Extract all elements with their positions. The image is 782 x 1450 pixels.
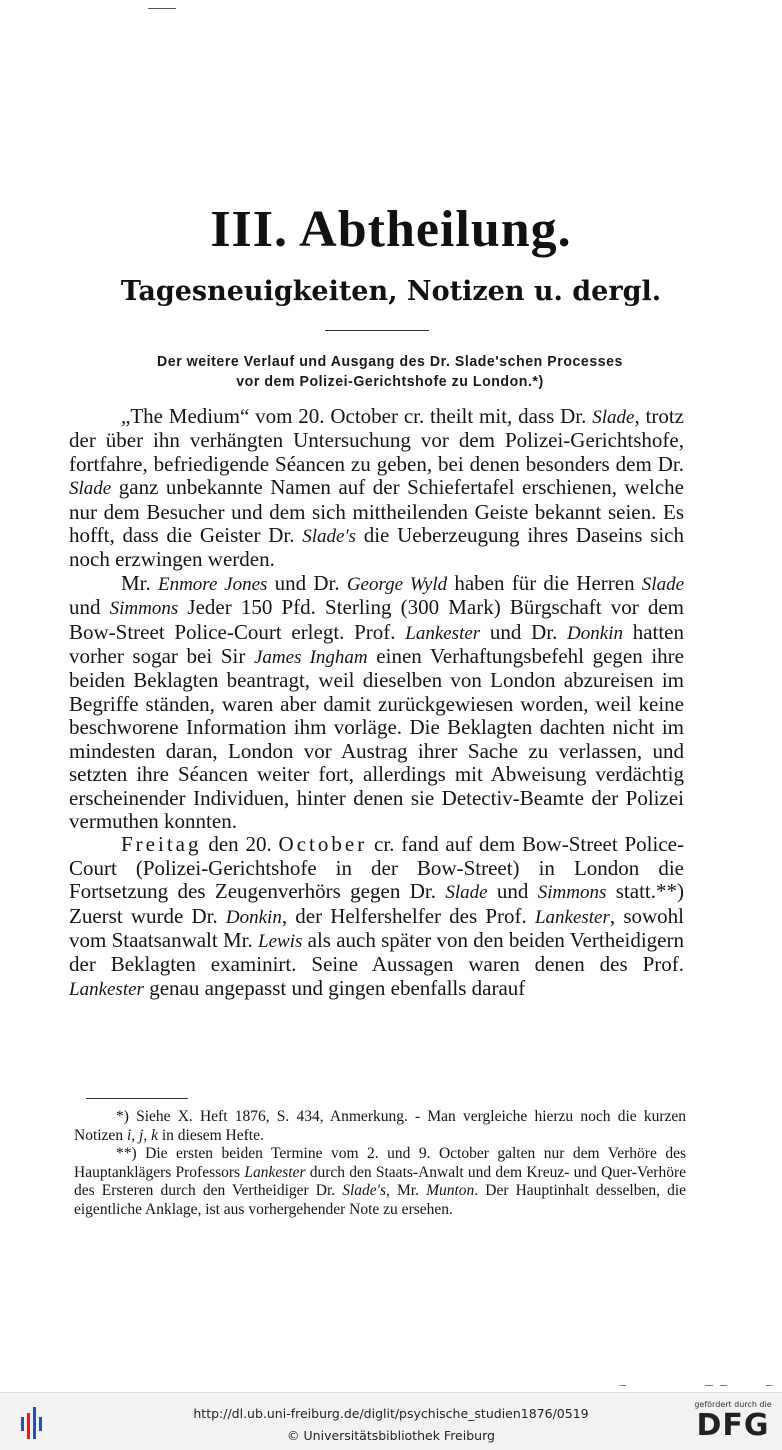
article-title-line1: Der weitere Verlauf und Ausgang des Dr. Slade'schen Processes bbox=[157, 353, 623, 370]
footnotes bbox=[74, 1108, 686, 1219]
article-title-line2: vor dem Polizei-Gerichtshofe zu London.*) bbox=[236, 373, 544, 390]
paragraph-3: Freitag den 20. October cr. fand auf dem Bow-Street Police-Court (Polizei-Gerichtshofe in der Bow-Street) in London die Fortsetzung des Zeugenverhörs gegen Dr. Slade und Simmons statt.**) Zuerst wurde Dr. Donkin, der Helfershelfer des Prof. Lankester, sowohl vom Staatsanwalt Mr. Lewis als auch später von den beiden Vertheidigern der Beklagten examinirt. Seine Aussagen waren denen des Prof. Lankester genau angepasst und gingen ebenfalls darauf bbox=[69, 832, 684, 1000]
footnote-1: *) Siehe X. Heft 1876, S. 434, Anmerkung. - Man vergleiche hierzu noch die kurzen Notizen i, j, k in diesem Hefte. bbox=[74, 1108, 686, 1144]
footnote-rule bbox=[86, 1098, 188, 1099]
copyright-notice: © Universitätsbibliothek Freiburg bbox=[287, 1428, 495, 1443]
section-subheading: Tagesneuigkeiten, Notizen u. dergl. bbox=[120, 276, 662, 307]
article-body bbox=[69, 405, 684, 1001]
permalink-url[interactable]: http://dl.ub.uni-freiburg.de/diglit/psychische_studien1876/0519 bbox=[193, 1406, 589, 1421]
paragraph-1: „The Medium“ vom 20. October cr. theilt mit, dass Dr. Slade, trotz der über ihn verhängten Untersuchung vor dem Polizei-Gerichtshofe, fortfahre, befriedigende Séancen zu geben, bei denen besonders dem Dr. Slade ganz unbekannte Namen auf der Schiefertafel erschienen, welche nur dem Besucher und dem sich mittheilenden Geiste bekannt seien. Es hofft, dass die Geister Dr. Slade's die Ueberzeugung ihres Daseins sich noch erzwingen werden. bbox=[69, 404, 685, 572]
dfg-logo bbox=[690, 1400, 776, 1446]
dfg-wordmark: DFG bbox=[696, 1408, 770, 1443]
top-mark bbox=[148, 8, 176, 9]
footnote-2: **) Die ersten beiden Termine vom 2. und 9. October galten nur dem Verhöre des Hauptanklägers Professors Lankester durch den Staats-Anwalt und dem Kreuz- und Quer-Verhöre des Ersteren durch den Vertheidiger Dr. Slade's, Mr. Munton. Der Hauptinhalt desselben, die eigentliche Anklage, ist aus vorhergehender Note zu ersehen. bbox=[74, 1145, 687, 1218]
section-heading: III. Abtheilung. bbox=[210, 201, 572, 258]
article-title bbox=[80, 352, 700, 392]
heading-rule bbox=[325, 330, 429, 331]
paragraph-2: Mr. Enmore Jones und Dr. George Wyld haben für die Herren Slade und Simmons Jeder 150 Pfd. Sterling (300 Mark) Bürgschaft vor dem Bow-Street Police-Court erlegt. Prof. Lankester und Dr. Donkin hatten vorher sogar bei Sir James Ingham einen Verhaftungsbefehl gegen ihre beiden Beklagten beantragt, weil dieselben von London abzureisen im Begriffe ständen, waren aber damit zurückgewiesen worden, weil keine beschworene Information ihm vorläge. Die Beklagten dachten nicht im mindesten daran, London vor Austrag ihrer Sache zu verlassen, und setzten ihre Séancen weiter fort, allerdings mit Abweisung verdächtig erscheinender Individuen, hinter denen sie Detectiv-Beamte der Polizei vermuthen konnten. bbox=[69, 570, 685, 833]
dfg-tagline: gefördert durch die bbox=[694, 1400, 772, 1409]
